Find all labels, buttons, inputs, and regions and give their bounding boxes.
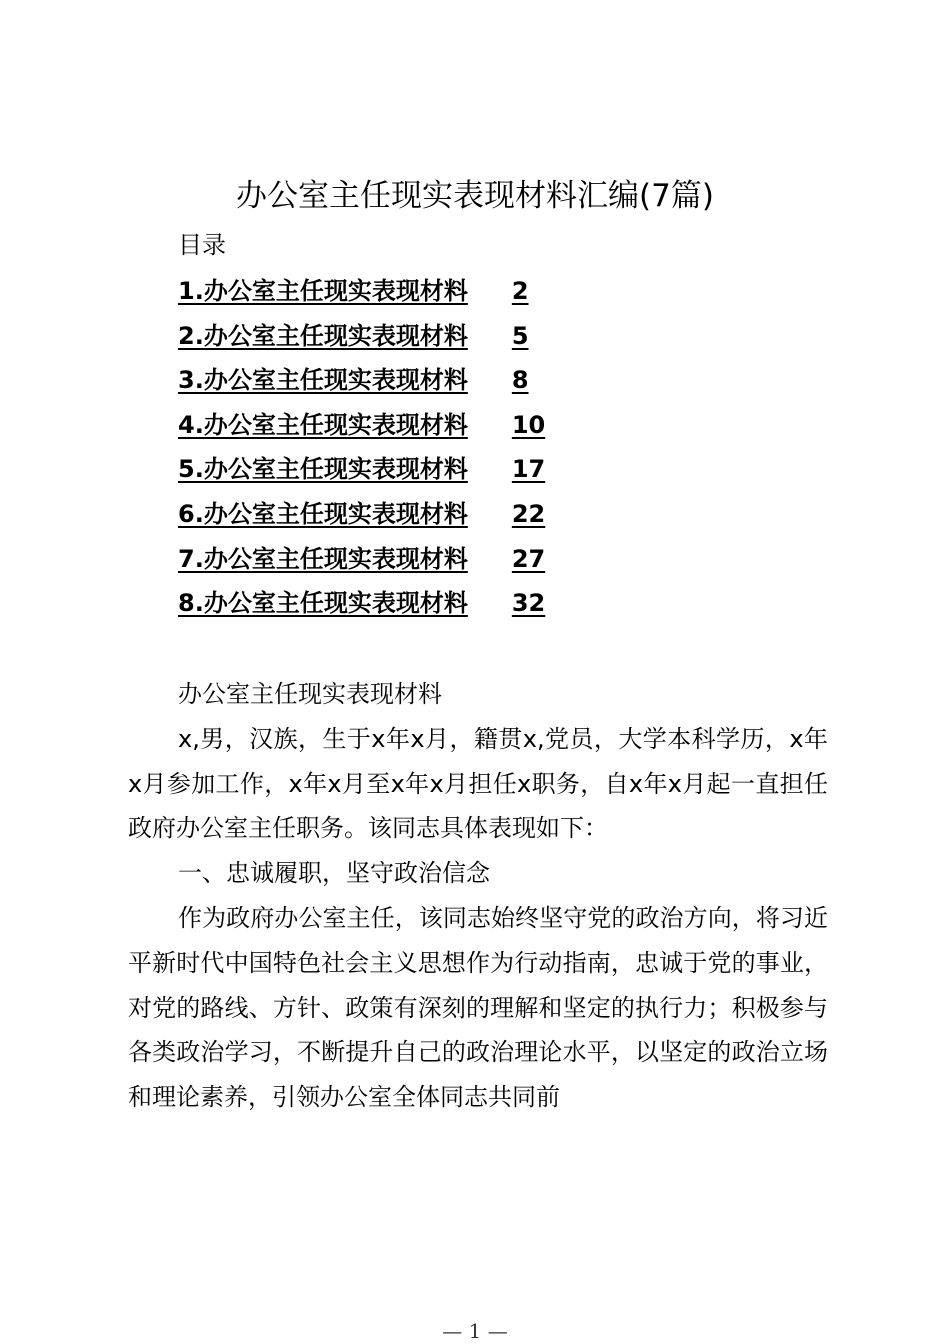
- body-paragraph: 作为政府办公室主任，该同志始终坚守党的政治方向，将习近平新时代中国特色社会主义思想作为行动指南，忠诚于党的事业，对党的路线、方针、政策有深刻的理解和坚定的执行力；积极参与各类政治学习，不断提升自己的政治理论水平，以坚定的政治立场和理论素养，引领办公室全体同志共同前: [128, 903, 828, 1112]
- toc-entry-page: 5: [511, 321, 529, 350]
- toc-entry[interactable]: [178, 273, 545, 318]
- toc-entry-page: 27: [511, 544, 546, 573]
- document-title: 办公室主任现实表现材料汇编(7篇): [236, 178, 714, 214]
- toc-entry[interactable]: [178, 451, 545, 496]
- table-of-contents: [178, 273, 545, 630]
- toc-entry-page: 2: [511, 277, 529, 305]
- toc-entry-page: 8: [511, 366, 529, 395]
- toc-entry[interactable]: [178, 407, 545, 452]
- toc-entry-page: 17: [511, 455, 546, 484]
- toc-entry-page: 22: [511, 499, 546, 528]
- toc-entry-page: 10: [511, 410, 546, 439]
- toc-entry[interactable]: [178, 541, 545, 586]
- section-heading: 一、忠诚履职，坚守政治信念: [178, 859, 490, 888]
- toc-heading: 目录: [178, 231, 226, 259]
- toc-entry-label: 4.办公室主任现实表现材料: [178, 410, 468, 439]
- toc-entry-label: 6.办公室主任现实表现材料: [178, 499, 468, 528]
- toc-entry-page: 32: [511, 589, 546, 618]
- toc-entry-label: 5.办公室主任现实表现材料: [178, 455, 468, 484]
- page-number: — 1 —: [442, 1319, 508, 1343]
- toc-entry-label: 1.办公室主任现实表现材料: [178, 277, 468, 305]
- section-title: 办公室主任现实表现材料: [178, 680, 442, 708]
- toc-entry-label: 2.办公室主任现实表现材料: [178, 321, 468, 350]
- toc-entry[interactable]: [178, 496, 545, 541]
- toc-entry[interactable]: [178, 318, 545, 363]
- document-body: [128, 672, 828, 1120]
- toc-entry[interactable]: [178, 585, 545, 630]
- toc-entry[interactable]: [178, 362, 545, 407]
- body-paragraph: x,男，汉族，生于x年x月，籍贯x,党员，大学本科学历，x年x月参加工作，x年x月至x年x月担任x职务，自x年x月起一直担任政府办公室主任职务。该同志具体表现如下：: [128, 724, 828, 843]
- toc-entry-label: 3.办公室主任现实表现材料: [178, 366, 468, 395]
- toc-entry-label: 7.办公室主任现实表现材料: [178, 544, 468, 573]
- toc-entry-label: 8.办公室主任现实表现材料: [178, 589, 468, 618]
